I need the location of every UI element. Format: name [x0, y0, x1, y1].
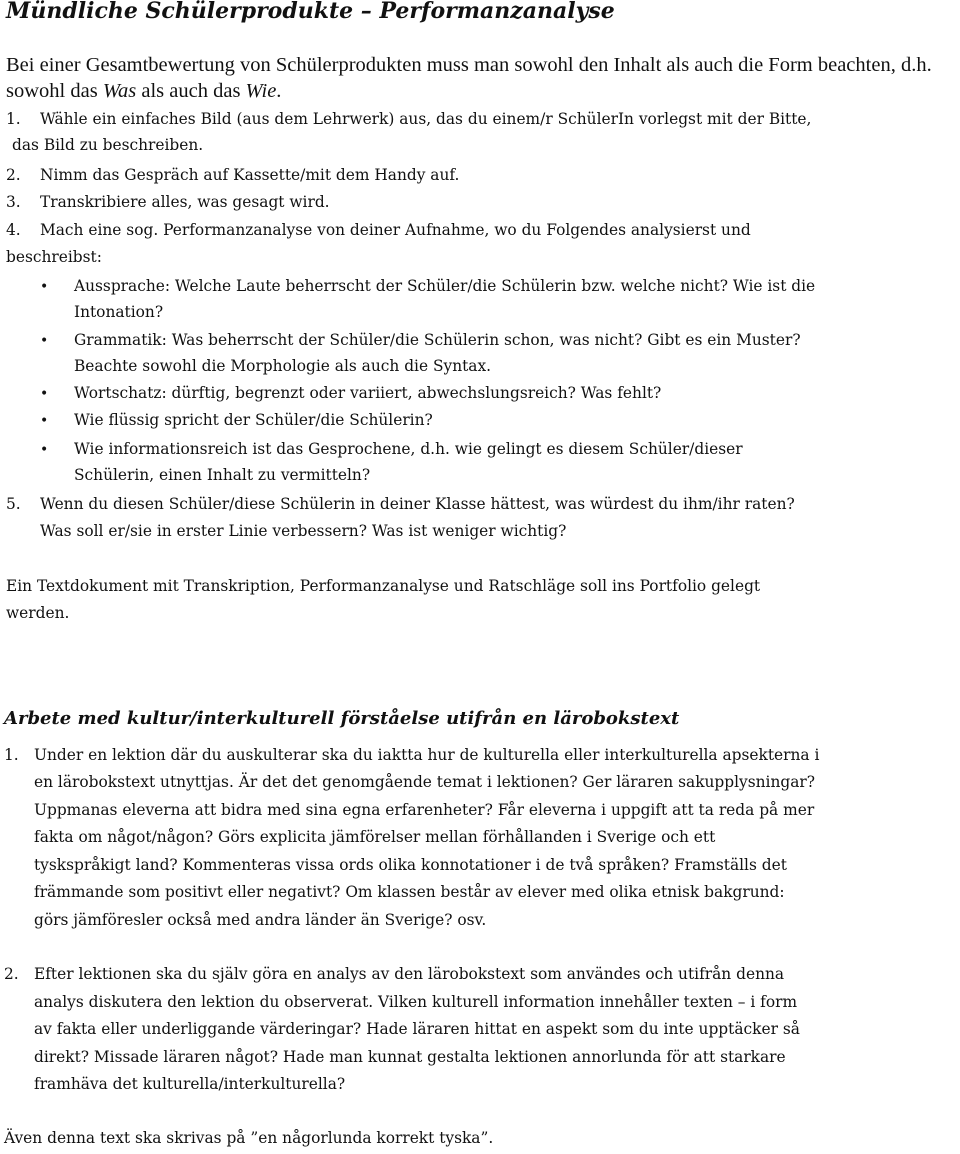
bullet-text: Aussprache: Welche Laute beherrscht der Schüler/die Schülerin bzw. welche nicht? Wie ist die [74, 277, 816, 295]
list-item-text: Transkribiere alles, was gesagt wird. [40, 193, 330, 211]
section-heading: Arbete med kultur/interkulturell förståelse utifrån en lärobokstext [4, 708, 680, 729]
page-title: Mündliche Schülerprodukte – Performanzanalyse [6, 0, 615, 24]
bullet-icon [40, 407, 48, 434]
closing-note: Även denna text ska skrivas på ”en någorlunda korrekt tyska”. [4, 1129, 494, 1147]
bullet-icon [40, 436, 48, 463]
list-item-text: främmande som positivt eller negativt? Om klassen består av elever med olika etnisk bakgrund: [34, 883, 785, 901]
list-item-text: framhäva det kulturella/interkulturella? [34, 1075, 346, 1093]
list-item-number: 2. [4, 965, 19, 983]
list-item-text: Under en lektion där du auskulterar ska du iaktta hur de kulturella eller interkulturella apsekterna i [34, 746, 820, 764]
bullet-text: Wie informationsreich ist das Gesprochene, d.h. wie gelingt es diesem Schüler/dieser [74, 440, 743, 458]
bullet-icon [40, 380, 48, 407]
list-item-number: 1. [4, 746, 19, 764]
list-item-text: Uppmanas eleverna att bidra med sina egna erfarenheter? Får eleverna i uppgift att ta reda på mer [34, 801, 815, 819]
list-item-text: av fakta eller underliggande värderingar? Hade läraren hittat en aspekt som du inte upptäcker så [34, 1020, 800, 1038]
list-item-number: 2. [6, 166, 21, 184]
portfolio-note-line: Ein Textdokument mit Transkription, Performanzanalyse und Ratschläge soll ins Portfolio gelegt [6, 577, 761, 595]
list-item-text: Mach eine sog. Performanzanalyse von deiner Aufnahme, wo du Folgendes analysierst und [40, 221, 751, 239]
bullet-icon [40, 327, 48, 354]
bullet-text: Wortschatz: dürftig, begrenzt oder variiert, abwechslungsreich? Was fehlt? [74, 384, 662, 402]
intro-was: Was [102, 80, 137, 102]
list-item-number: 4. [6, 221, 21, 239]
list-item-text: görs jämföresler också med andra länder än Sverige? osv. [34, 911, 487, 929]
list-item-text: Wähle ein einfaches Bild (aus dem Lehrwerk) aus, das du einem/r SchülerIn vorlegst mit der Bitte, [40, 110, 812, 128]
intro-wie: Wie [245, 80, 277, 102]
intro-paragraph [6, 52, 946, 104]
bullet-text: Beachte sowohl die Morphologie als auch die Syntax. [74, 357, 492, 375]
list-item-text: analys diskutera den lektion du observerat. Vilken kulturell information innehåller texten – i form [34, 993, 798, 1011]
intro-text-a: Bei einer Gesamtbewertung von Schülerprodukten muss man sowohl den Inhalt als auch die Form beachten, d.h. sowohl das [6, 54, 932, 102]
bullet-text: Wie flüssig spricht der Schüler/die Schülerin? [74, 411, 433, 429]
bullet-text: Grammatik: Was beherrscht der Schüler/die Schülerin schon, was nicht? Gibt es ein Muster? [74, 331, 801, 349]
bullet-text: Intonation? [74, 303, 164, 321]
list-item-text: en lärobokstext utnyttjas. Är det det genomgående temat i lektionen? Ger läraren sakupplysningar? [34, 773, 816, 791]
intro-text-c: . [276, 80, 282, 102]
portfolio-note-line: werden. [6, 604, 70, 622]
bullet-text: Schülerin, einen Inhalt zu vermitteln? [74, 466, 371, 484]
list-item-text: direkt? Missade läraren något? Hade man kunnat gestalta lektionen annorlunda för att starkare [34, 1048, 786, 1066]
list-item-text: das Bild zu beschreiben. [12, 136, 204, 154]
list-item-number: 1. [6, 110, 21, 128]
list-item-number: 3. [6, 193, 21, 211]
list-item-text: Was soll er/sie in erster Linie verbessern? Was ist weniger wichtig? [40, 522, 567, 540]
list-item-text: Nimm das Gespräch auf Kassette/mit dem Handy auf. [40, 166, 460, 184]
list-item-number: 5. [6, 495, 21, 513]
list-item-text: fakta om något/någon? Görs explicita jämförelser mellan förhållanden i Sverige och ett [34, 828, 716, 846]
bullet-icon [40, 273, 48, 300]
intro-text-b: als auch das [136, 80, 246, 102]
list-item-text: beschreibst: [6, 248, 102, 266]
list-item-text: Wenn du diesen Schüler/diese Schülerin in deiner Klasse hättest, was würdest du ihm/ihr raten? [40, 495, 795, 513]
list-item-text: tyskspråkigt land? Kommenteras vissa ords olika konnotationer i de två språken? Framställs det [34, 856, 787, 874]
list-item-text: Efter lektionen ska du själv göra en analys av den lärobokstext som användes och utifrån denna [34, 965, 785, 983]
